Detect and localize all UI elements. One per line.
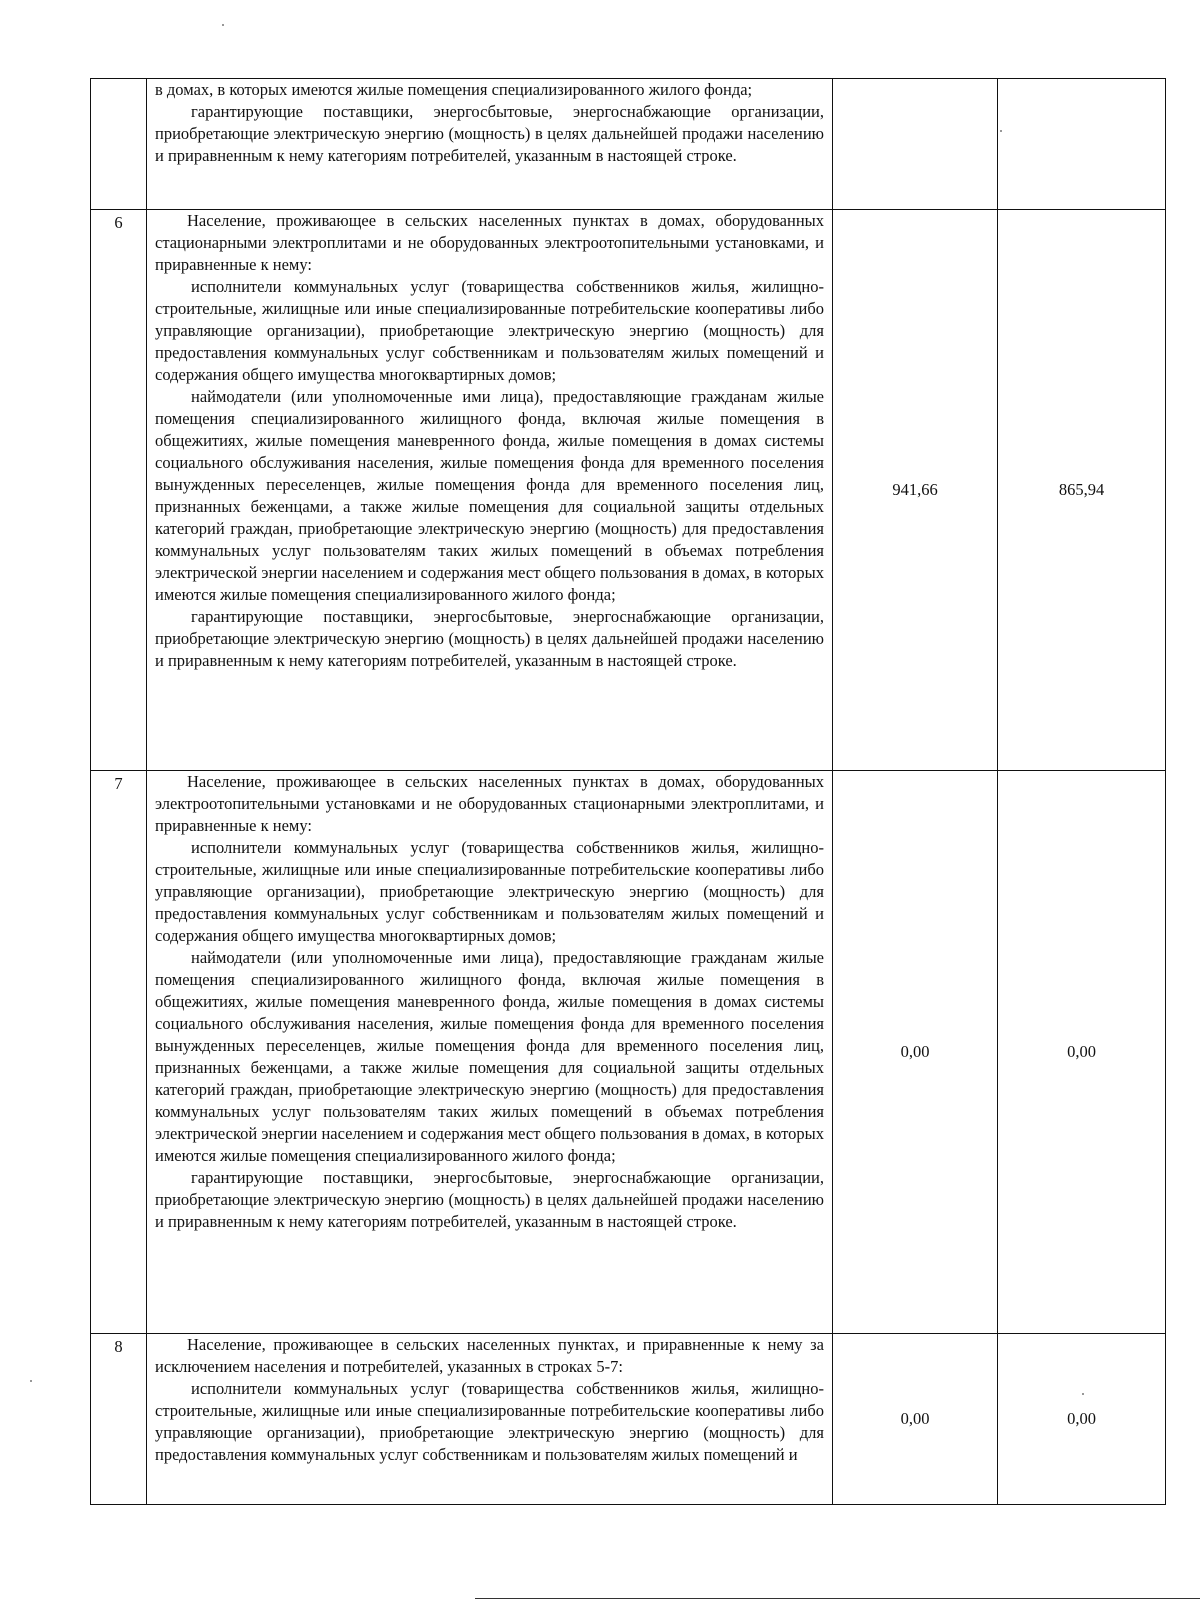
value-cell-2 bbox=[998, 79, 1166, 210]
paragraph: исполнители коммунальных услуг (товарищества собственников жилья, жилищно-строительные, жилищные или иные специализированные потребительские кооперативы либо управляющие организации), приобретающие электрическую энергию (мощность) для предоставления коммунальных услуг собственникам и пользователям жилых помещений и bbox=[155, 1379, 824, 1464]
value-cell-1 bbox=[833, 79, 998, 210]
row-number: 7 bbox=[114, 774, 123, 793]
value-cell-1: 0,00 bbox=[833, 771, 998, 1334]
row-number-cell bbox=[91, 771, 147, 1334]
paragraph: в домах, в которых имеются жилые помещения специализированного жилого фонда; bbox=[155, 80, 753, 99]
paragraph: исполнители коммунальных услуг (товарищества собственников жилья, жилищно-строительные, жилищные или иные специализированные потребительские кооперативы либо управляющие организации), приобретающие электрическую энергию (мощность) для предоставления коммунальных услуг собственникам и пользователям жилых помещений и содержания общего имущества многоквартирных домов; bbox=[155, 838, 824, 945]
paragraph: наймодатели (или уполномоченные ими лица), предоставляющие гражданам жилые помещения специализированного жилищного фонда, включая жилые помещения в общежитиях, жилые помещения маневренного фонда, жилые помещения в домах системы социального обслуживания населения, жилые помещения фонда для временного поселения вынужденных переселенцев, жилые помещения фонда для временного поселения лиц, признанных беженцами, а также жилые помещения для социальной защиты отдельных категорий граждан, приобретающие электрическую энергию (мощность) для предоставления коммунальных услуг пользователям таких жилых помещений в объемах потребления электрической энергии населением и содержания мест общего пользования в домах, в которых имеются жилые помещения специализированного жилого фонда; bbox=[155, 387, 824, 604]
row-number-cell bbox=[91, 210, 147, 771]
value-cell-2: 0,00 bbox=[998, 1334, 1166, 1505]
paragraph: Население, проживающее в сельских населенных пунктах в домах, оборудованных электроотопительными установками и не оборудованных стационарными электроплитами, и приравненные к нему: bbox=[155, 772, 824, 835]
description-cell bbox=[147, 771, 833, 1334]
value-cell-2: 0,00 bbox=[998, 771, 1166, 1334]
row-number-cell bbox=[91, 1334, 147, 1505]
paragraph: исполнители коммунальных услуг (товарищества собственников жилья, жилищно-строительные, жилищные или иные специализированные потребительские кооперативы либо управляющие организации), приобретающие электрическую энергию (мощность) для предоставления коммунальных услуг собственникам и пользователям жилых помещений и содержания общего имущества многоквартирных домов; bbox=[155, 277, 824, 384]
paragraph: Население, проживающее в сельских населенных пунктах в домах, оборудованных стационарными электроплитами и не оборудованных электроотопительными установками, и приравненные к нему: bbox=[155, 211, 824, 274]
paragraph: гарантирующие поставщики, энергосбытовые, энергоснабжающие организации, приобретающие электрическую энергию (мощность) в целях дальнейшей продажи населению и приравненным к нему категориям потребителей, указанным в настоящей строке. bbox=[155, 1168, 824, 1231]
description-cell bbox=[147, 210, 833, 771]
table-row bbox=[91, 771, 1166, 1334]
scan-speck bbox=[1082, 1393, 1084, 1395]
scan-speck bbox=[1000, 130, 1002, 132]
paragraph: гарантирующие поставщики, энергосбытовые, энергоснабжающие организации, приобретающие электрическую энергию (мощность) в целях дальнейшей продажи населению и приравненным к нему категориям потребителей, указанным в настоящей строке. bbox=[155, 102, 824, 165]
scan-edge-line bbox=[475, 1598, 1200, 1599]
row-number: 6 bbox=[114, 213, 123, 232]
paragraph: гарантирующие поставщики, энергосбытовые, энергоснабжающие организации, приобретающие электрическую энергию (мощность) в целях дальнейшей продажи населению и приравненным к нему категориям потребителей, указанным в настоящей строке. bbox=[155, 607, 824, 670]
scan-speck bbox=[222, 24, 224, 26]
table-row bbox=[91, 1334, 1166, 1505]
paragraph: Население, проживающее в сельских населенных пунктах, и приравненные к нему за исключением населения и потребителей, указанных в строках 5-7: bbox=[155, 1335, 824, 1376]
tariff-table bbox=[90, 78, 1166, 1505]
scan-speck bbox=[30, 1380, 32, 1382]
row-number: 8 bbox=[114, 1337, 123, 1356]
table-row bbox=[91, 210, 1166, 771]
description-cell bbox=[147, 1334, 833, 1505]
value-cell-2: 865,94 bbox=[998, 210, 1166, 771]
value-cell-1: 941,66 bbox=[833, 210, 998, 771]
table-row bbox=[91, 79, 1166, 210]
description-cell bbox=[147, 79, 833, 210]
value-cell-1: 0,00 bbox=[833, 1334, 998, 1505]
paragraph: наймодатели (или уполномоченные ими лица), предоставляющие гражданам жилые помещения специализированного жилищного фонда, включая жилые помещения в общежитиях, жилые помещения маневренного фонда, жилые помещения в домах системы социального обслуживания населения, жилые помещения фонда для временного поселения вынужденных переселенцев, жилые помещения фонда для временного поселения лиц, признанных беженцами, а также жилые помещения для социальной защиты отдельных категорий граждан, приобретающие электрическую энергию (мощность) для предоставления коммунальных услуг пользователям таких жилых помещений в объемах потребления электрической энергии населением и содержания мест общего пользования в домах, в которых имеются жилые помещения специализированного жилого фонда; bbox=[155, 948, 824, 1165]
row-number-cell bbox=[91, 79, 147, 210]
